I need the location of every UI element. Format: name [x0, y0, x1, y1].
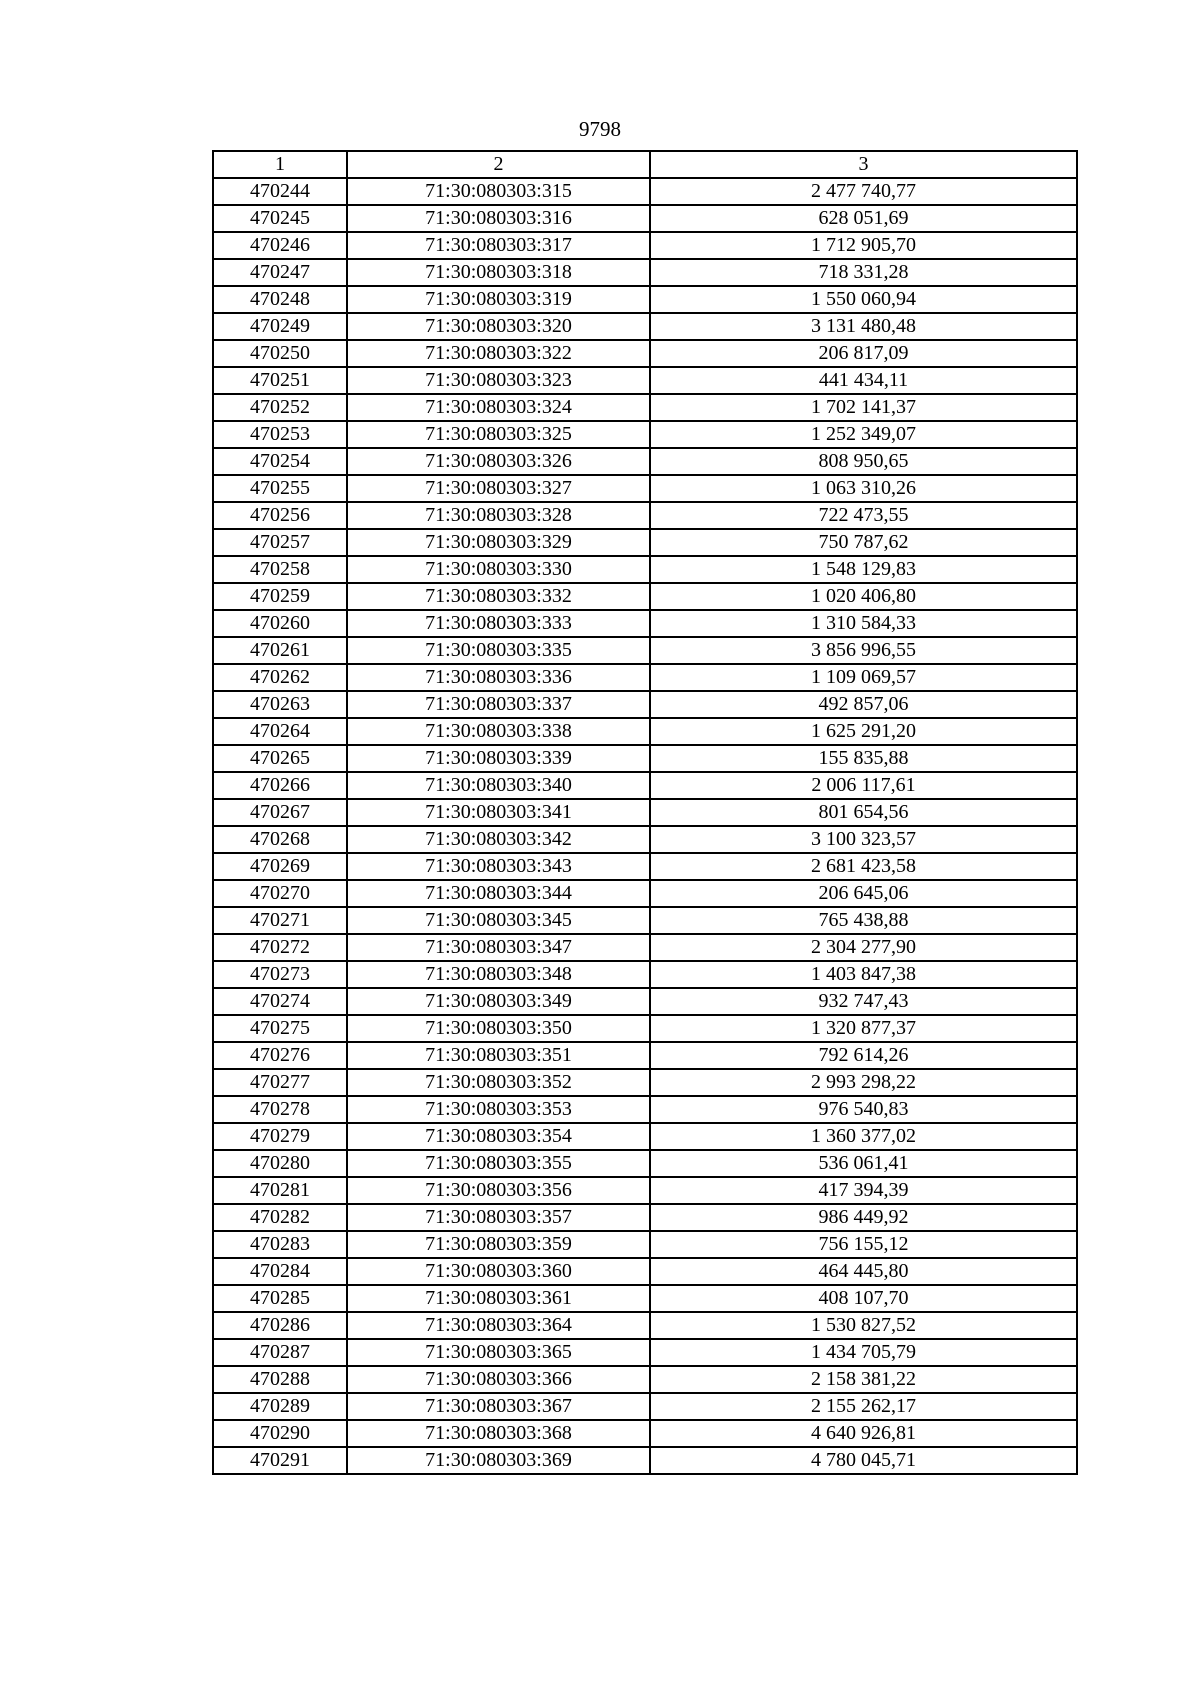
- value-cell: 1 712 905,70: [650, 232, 1077, 259]
- value-cell: 1 310 584,33: [650, 610, 1077, 637]
- table-row: [213, 637, 1077, 664]
- table-row: [213, 1015, 1077, 1042]
- row-number-cell: 470252: [213, 394, 347, 421]
- table-row: [213, 1096, 1077, 1123]
- row-number-cell: 470271: [213, 907, 347, 934]
- value-cell: 1 360 377,02: [650, 1123, 1077, 1150]
- row-number-cell: 470245: [213, 205, 347, 232]
- row-number-cell: 470262: [213, 664, 347, 691]
- row-number-cell: 470259: [213, 583, 347, 610]
- value-cell: 1 550 060,94: [650, 286, 1077, 313]
- cadastral-number-cell: 71:30:080303:337: [347, 691, 650, 718]
- row-number-cell: 470277: [213, 1069, 347, 1096]
- row-number-cell: 470254: [213, 448, 347, 475]
- cadastral-number-cell: 71:30:080303:320: [347, 313, 650, 340]
- table-row: [213, 1123, 1077, 1150]
- value-cell: 628 051,69: [650, 205, 1077, 232]
- value-cell: 4 640 926,81: [650, 1420, 1077, 1447]
- row-number-cell: 470253: [213, 421, 347, 448]
- cadastral-number-cell: 71:30:080303:323: [347, 367, 650, 394]
- row-number-cell: 470291: [213, 1447, 347, 1474]
- row-number-cell: 470282: [213, 1204, 347, 1231]
- cadastral-number-cell: 71:30:080303:326: [347, 448, 650, 475]
- cadastral-number-cell: 71:30:080303:317: [347, 232, 650, 259]
- table-row: [213, 1285, 1077, 1312]
- cadastral-number-cell: 71:30:080303:355: [347, 1150, 650, 1177]
- value-cell: 2 993 298,22: [650, 1069, 1077, 1096]
- table-row: [213, 691, 1077, 718]
- table-row: [213, 394, 1077, 421]
- value-cell: 756 155,12: [650, 1231, 1077, 1258]
- table-row: [213, 880, 1077, 907]
- row-number-cell: 470270: [213, 880, 347, 907]
- cadastral-number-cell: 71:30:080303:343: [347, 853, 650, 880]
- value-cell: 464 445,80: [650, 1258, 1077, 1285]
- value-cell: 2 477 740,77: [650, 178, 1077, 205]
- row-number-cell: 470289: [213, 1393, 347, 1420]
- cadastral-number-cell: 71:30:080303:338: [347, 718, 650, 745]
- table-row: [213, 799, 1077, 826]
- row-number-cell: 470249: [213, 313, 347, 340]
- value-cell: 801 654,56: [650, 799, 1077, 826]
- table-row: [213, 1042, 1077, 1069]
- table-row: [213, 1069, 1077, 1096]
- cadastral-number-cell: 71:30:080303:344: [347, 880, 650, 907]
- cadastral-number-cell: 71:30:080303:324: [347, 394, 650, 421]
- row-number-cell: 470266: [213, 772, 347, 799]
- value-cell: 3 100 323,57: [650, 826, 1077, 853]
- cadastral-number-cell: 71:30:080303:348: [347, 961, 650, 988]
- table-row: [213, 340, 1077, 367]
- value-cell: 808 950,65: [650, 448, 1077, 475]
- table-row: [213, 826, 1077, 853]
- value-cell: 792 614,26: [650, 1042, 1077, 1069]
- row-number-cell: 470244: [213, 178, 347, 205]
- value-cell: 2 158 381,22: [650, 1366, 1077, 1393]
- row-number-cell: 470263: [213, 691, 347, 718]
- row-number-cell: 470256: [213, 502, 347, 529]
- cadastral-number-cell: 71:30:080303:322: [347, 340, 650, 367]
- table-row: [213, 475, 1077, 502]
- row-number-cell: 470283: [213, 1231, 347, 1258]
- table-row: [213, 1366, 1077, 1393]
- table-row: [213, 1339, 1077, 1366]
- row-number-cell: 470246: [213, 232, 347, 259]
- value-cell: 1 403 847,38: [650, 961, 1077, 988]
- table-row: [213, 1231, 1077, 1258]
- column-header-3: 3: [650, 151, 1077, 178]
- data-table: [212, 150, 1078, 1475]
- cadastral-number-cell: 71:30:080303:345: [347, 907, 650, 934]
- table-row: [213, 1447, 1077, 1474]
- cadastral-number-cell: 71:30:080303:330: [347, 556, 650, 583]
- table-row: [213, 907, 1077, 934]
- row-number-cell: 470276: [213, 1042, 347, 1069]
- table-row: [213, 934, 1077, 961]
- table-row: [213, 745, 1077, 772]
- table-row: [213, 718, 1077, 745]
- header-row: [213, 151, 1077, 178]
- cadastral-number-cell: 71:30:080303:325: [347, 421, 650, 448]
- row-number-cell: 470260: [213, 610, 347, 637]
- value-cell: 765 438,88: [650, 907, 1077, 934]
- table-row: [213, 664, 1077, 691]
- value-cell: 1 548 129,83: [650, 556, 1077, 583]
- row-number-cell: 470261: [213, 637, 347, 664]
- table-row: [213, 313, 1077, 340]
- cadastral-number-cell: 71:30:080303:369: [347, 1447, 650, 1474]
- row-number-cell: 470284: [213, 1258, 347, 1285]
- cadastral-number-cell: 71:30:080303:319: [347, 286, 650, 313]
- row-number-cell: 470267: [213, 799, 347, 826]
- table-row: [213, 988, 1077, 1015]
- row-number-cell: 470258: [213, 556, 347, 583]
- table-row: [213, 583, 1077, 610]
- cadastral-number-cell: 71:30:080303:354: [347, 1123, 650, 1150]
- value-cell: 750 787,62: [650, 529, 1077, 556]
- cadastral-number-cell: 71:30:080303:347: [347, 934, 650, 961]
- row-number-cell: 470278: [213, 1096, 347, 1123]
- cadastral-number-cell: 71:30:080303:368: [347, 1420, 650, 1447]
- table-row: [213, 961, 1077, 988]
- cadastral-number-cell: 71:30:080303:365: [347, 1339, 650, 1366]
- cadastral-number-cell: 71:30:080303:367: [347, 1393, 650, 1420]
- cadastral-number-cell: 71:30:080303:356: [347, 1177, 650, 1204]
- cadastral-number-cell: 71:30:080303:328: [347, 502, 650, 529]
- value-cell: 718 331,28: [650, 259, 1077, 286]
- row-number-cell: 470288: [213, 1366, 347, 1393]
- value-cell: 155 835,88: [650, 745, 1077, 772]
- value-cell: 3 131 480,48: [650, 313, 1077, 340]
- value-cell: 492 857,06: [650, 691, 1077, 718]
- table-row: [213, 1420, 1077, 1447]
- value-cell: 206 817,09: [650, 340, 1077, 367]
- cadastral-number-cell: 71:30:080303:364: [347, 1312, 650, 1339]
- cadastral-number-cell: 71:30:080303:315: [347, 178, 650, 205]
- table-row: [213, 1312, 1077, 1339]
- value-cell: 536 061,41: [650, 1150, 1077, 1177]
- table-row: [213, 286, 1077, 313]
- value-cell: 2 681 423,58: [650, 853, 1077, 880]
- table-body: [213, 178, 1077, 1474]
- value-cell: 1 252 349,07: [650, 421, 1077, 448]
- row-number-cell: 470264: [213, 718, 347, 745]
- cadastral-number-cell: 71:30:080303:339: [347, 745, 650, 772]
- cadastral-number-cell: 71:30:080303:352: [347, 1069, 650, 1096]
- table-row: [213, 1204, 1077, 1231]
- row-number-cell: 470247: [213, 259, 347, 286]
- row-number-cell: 470285: [213, 1285, 347, 1312]
- cadastral-number-cell: 71:30:080303:327: [347, 475, 650, 502]
- value-cell: 722 473,55: [650, 502, 1077, 529]
- row-number-cell: 470290: [213, 1420, 347, 1447]
- value-cell: 2 155 262,17: [650, 1393, 1077, 1420]
- value-cell: 1 063 310,26: [650, 475, 1077, 502]
- table-row: [213, 367, 1077, 394]
- value-cell: 1 530 827,52: [650, 1312, 1077, 1339]
- row-number-cell: 470251: [213, 367, 347, 394]
- table-row: [213, 1258, 1077, 1285]
- row-number-cell: 470281: [213, 1177, 347, 1204]
- table-row: [213, 1393, 1077, 1420]
- row-number-cell: 470269: [213, 853, 347, 880]
- row-number-cell: 470286: [213, 1312, 347, 1339]
- cadastral-number-cell: 71:30:080303:360: [347, 1258, 650, 1285]
- column-header-2: 2: [347, 151, 650, 178]
- cadastral-number-cell: 71:30:080303:361: [347, 1285, 650, 1312]
- cadastral-number-cell: 71:30:080303:318: [347, 259, 650, 286]
- cadastral-number-cell: 71:30:080303:332: [347, 583, 650, 610]
- value-cell: 3 856 996,55: [650, 637, 1077, 664]
- row-number-cell: 470268: [213, 826, 347, 853]
- table-row: [213, 772, 1077, 799]
- value-cell: 986 449,92: [650, 1204, 1077, 1231]
- row-number-cell: 470275: [213, 1015, 347, 1042]
- table-row: [213, 448, 1077, 475]
- cadastral-number-cell: 71:30:080303:350: [347, 1015, 650, 1042]
- value-cell: 932 747,43: [650, 988, 1077, 1015]
- cadastral-number-cell: 71:30:080303:366: [347, 1366, 650, 1393]
- value-cell: 1 109 069,57: [650, 664, 1077, 691]
- row-number-cell: 470265: [213, 745, 347, 772]
- page-number: 9798: [579, 117, 621, 141]
- table-row: [213, 853, 1077, 880]
- table-row: [213, 529, 1077, 556]
- table-row: [213, 232, 1077, 259]
- value-cell: 1 702 141,37: [650, 394, 1077, 421]
- column-header-1: 1: [213, 151, 347, 178]
- cadastral-number-cell: 71:30:080303:359: [347, 1231, 650, 1258]
- row-number-cell: 470279: [213, 1123, 347, 1150]
- value-cell: 2 006 117,61: [650, 772, 1077, 799]
- cadastral-number-cell: 71:30:080303:329: [347, 529, 650, 556]
- table-row: [213, 556, 1077, 583]
- row-number-cell: 470272: [213, 934, 347, 961]
- table-row: [213, 205, 1077, 232]
- value-cell: 408 107,70: [650, 1285, 1077, 1312]
- table-row: [213, 421, 1077, 448]
- row-number-cell: 470257: [213, 529, 347, 556]
- value-cell: 2 304 277,90: [650, 934, 1077, 961]
- value-cell: 441 434,11: [650, 367, 1077, 394]
- cadastral-number-cell: 71:30:080303:353: [347, 1096, 650, 1123]
- cadastral-number-cell: 71:30:080303:349: [347, 988, 650, 1015]
- table-row: [213, 1177, 1077, 1204]
- value-cell: 1 625 291,20: [650, 718, 1077, 745]
- table-row: [213, 259, 1077, 286]
- value-cell: 4 780 045,71: [650, 1447, 1077, 1474]
- cadastral-number-cell: 71:30:080303:342: [347, 826, 650, 853]
- row-number-cell: 470280: [213, 1150, 347, 1177]
- table-row: [213, 178, 1077, 205]
- row-number-cell: 470248: [213, 286, 347, 313]
- cadastral-number-cell: 71:30:080303:341: [347, 799, 650, 826]
- cadastral-number-cell: 71:30:080303:335: [347, 637, 650, 664]
- table-row: [213, 1150, 1077, 1177]
- cadastral-number-cell: 71:30:080303:333: [347, 610, 650, 637]
- cadastral-number-cell: 71:30:080303:336: [347, 664, 650, 691]
- cadastral-number-cell: 71:30:080303:357: [347, 1204, 650, 1231]
- row-number-cell: 470273: [213, 961, 347, 988]
- row-number-cell: 470287: [213, 1339, 347, 1366]
- row-number-cell: 470255: [213, 475, 347, 502]
- cadastral-number-cell: 71:30:080303:316: [347, 205, 650, 232]
- value-cell: 1 020 406,80: [650, 583, 1077, 610]
- value-cell: 1 434 705,79: [650, 1339, 1077, 1366]
- table-row: [213, 502, 1077, 529]
- row-number-cell: 470274: [213, 988, 347, 1015]
- table-row: [213, 610, 1077, 637]
- value-cell: 1 320 877,37: [650, 1015, 1077, 1042]
- value-cell: 976 540,83: [650, 1096, 1077, 1123]
- cadastral-number-cell: 71:30:080303:340: [347, 772, 650, 799]
- row-number-cell: 470250: [213, 340, 347, 367]
- value-cell: 417 394,39: [650, 1177, 1077, 1204]
- cadastral-number-cell: 71:30:080303:351: [347, 1042, 650, 1069]
- value-cell: 206 645,06: [650, 880, 1077, 907]
